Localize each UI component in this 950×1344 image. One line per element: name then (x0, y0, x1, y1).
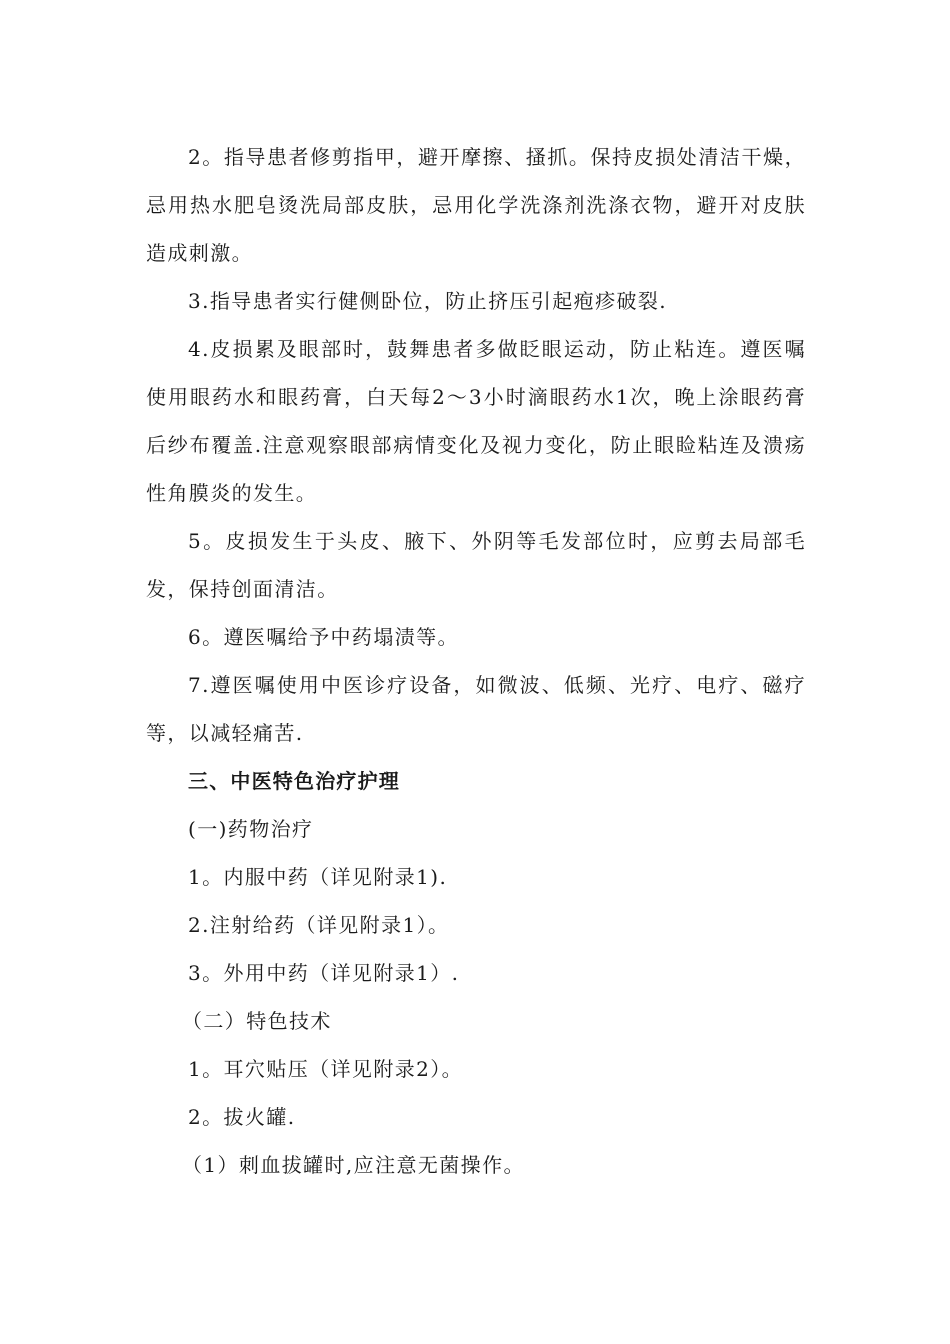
list-item: 3。外用中药（详见附录1）. (188, 961, 460, 985)
paragraph-lying-position: 3.指导患者实行健侧卧位，防止挤压引起疱疹破裂. (188, 289, 668, 313)
paragraph-hair-area: 5。皮损发生于头皮、腋下、外阴等毛发部位时，应剪去局部毛发，保持创面清洁。 (146, 529, 806, 601)
paragraph-therapy-devices: 7.遵医嘱使用中医诊疗设备，如微波、低频、光疗、电疗、磁疗等，以减轻痛苦. (146, 673, 806, 745)
subsection-heading-medication: (一)药物治疗 (188, 817, 314, 841)
subsection-heading-techniques: （二）特色技术 (182, 1009, 332, 1033)
list-item: 2.注射给药（详见附录1）。 (188, 913, 450, 937)
paragraph-eye-care: 4.皮损累及眼部时，鼓舞患者多做眨眼运动，防止粘连。遵医嘱使用眼药水和眼药膏，白天每2～3小时滴眼药水1次，晚上涂眼药膏后纱布覆盖.注意观察眼部病情变化及视力变化，防止眼睑粘连及溃疡性角膜炎的发生。 (146, 337, 806, 505)
list-item: （1）刺血拔罐时,应注意无菌操作。 (182, 1153, 525, 1177)
paragraph-trim-nails: 2。指导患者修剪指甲，避开摩擦、搔抓。保持皮损处清洁干燥，忌用热水肥皂烫洗局部皮肤，忌用化学洗涤剂洗涤衣物，避开对皮肤造成刺激。 (146, 145, 806, 265)
section-heading: 三、中医特色治疗护理 (188, 769, 400, 793)
paragraph-herbal-compress: 6。遵医嘱给予中药塌渍等。 (188, 625, 459, 649)
list-item: 1。耳穴贴压（详见附录2）。 (188, 1057, 464, 1081)
list-item: 1。内服中药（详见附录1). (188, 865, 448, 889)
list-item: 2。拔火罐. (188, 1105, 296, 1129)
document-body (146, 133, 806, 1189)
